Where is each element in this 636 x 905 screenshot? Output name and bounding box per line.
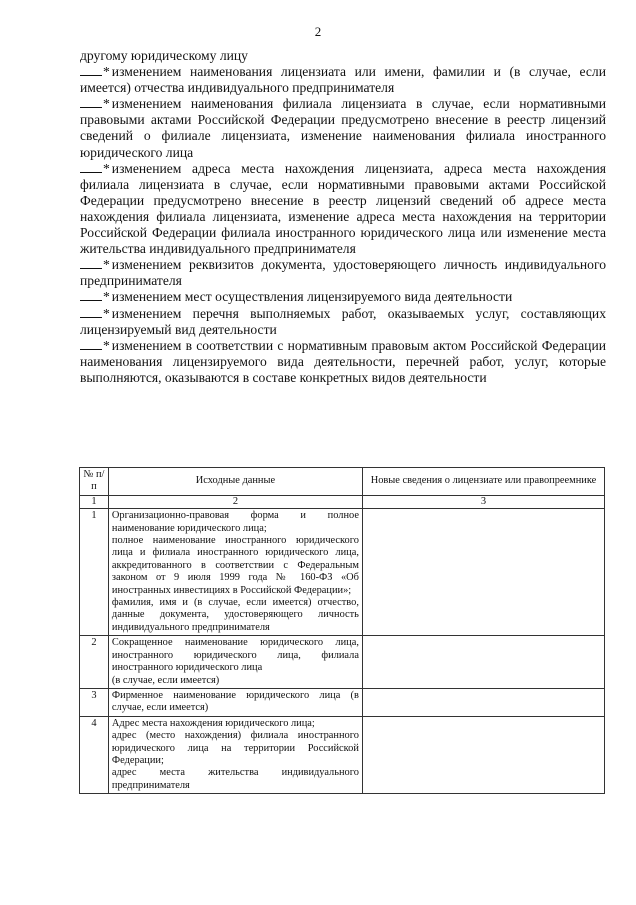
blank-field[interactable] bbox=[80, 257, 102, 269]
item-text: изменением перечня выполняемых работ, оказываемых услуг, составляющих лицензируемый вид деятельности bbox=[80, 305, 606, 337]
item-text: изменением реквизитов документа, удостоверяющего личность индивидуального предпринимателя bbox=[80, 257, 606, 289]
col-index-1: 1 bbox=[80, 495, 109, 508]
row-number: 1 bbox=[80, 509, 109, 636]
header-new: Новые сведения о лицензиате или правопреемнике bbox=[362, 468, 604, 496]
source-line: Адрес места нахождения юридического лица; bbox=[111, 717, 315, 729]
item-list bbox=[80, 64, 606, 386]
asterisk: * bbox=[103, 289, 110, 305]
asterisk: * bbox=[103, 337, 110, 353]
source-line: Организационно-правовая форма и полное наименование юридического лица; bbox=[111, 510, 359, 534]
source-line: Фирменное наименование юридического лица (в случае, если имеется) bbox=[111, 689, 359, 714]
list-item bbox=[80, 64, 606, 96]
col-index-2: 2 bbox=[108, 495, 362, 508]
source-line: адрес (место нахождения) филиала иностранного юридического лица на территории Российской Федерации; bbox=[111, 730, 359, 766]
blank-field[interactable] bbox=[80, 289, 102, 301]
blank-field[interactable] bbox=[80, 338, 102, 350]
source-cell bbox=[108, 716, 362, 793]
header-source: Исходные данные bbox=[108, 468, 362, 496]
table-row bbox=[80, 688, 605, 716]
source-line: полное наименование иностранного юридического лица и филиала иностранного юридического лица, аккредитованного в соответствии с Федеральным законом от 9 июля 1999 года № 160-ФЗ «Об иностранных инвестициях в Российской Федерации»; bbox=[111, 535, 359, 596]
blank-field[interactable] bbox=[80, 161, 102, 173]
row-number: 4 bbox=[80, 716, 109, 793]
list-item bbox=[80, 96, 606, 160]
table-body bbox=[80, 509, 605, 794]
header-num: № п/п bbox=[80, 468, 109, 496]
source-line: адрес места жительства индивидуального предпринимателя bbox=[111, 767, 359, 791]
asterisk: * bbox=[103, 257, 110, 273]
table-row bbox=[80, 636, 605, 689]
asterisk: * bbox=[103, 305, 110, 321]
item-text: изменением наименования филиала лицензиата в случае, если нормативными правовыми актами Российской Федерации предусмотрено внесение в реестр лицензий сведений о филиале лицензиата, изменение наименования филиала иностранного юридического лица bbox=[80, 96, 606, 160]
source-line: Сокращенное наименование юридического лица, иностранного юридического лица, филиала иностранного юридического лица bbox=[111, 637, 359, 674]
blank-field[interactable] bbox=[80, 306, 102, 318]
list-item bbox=[80, 257, 606, 289]
source-cell bbox=[108, 509, 362, 636]
new-data-cell[interactable] bbox=[362, 716, 604, 793]
intro-line: другому юридическому лицу bbox=[80, 48, 248, 63]
new-data-cell[interactable] bbox=[362, 688, 604, 716]
item-text: изменением мест осуществления лицензируемого вида деятельности bbox=[111, 289, 513, 305]
page-number: 2 bbox=[314, 24, 322, 39]
body-text bbox=[80, 48, 606, 386]
blank-field[interactable] bbox=[80, 64, 102, 76]
col-index-3: 3 bbox=[362, 495, 604, 508]
asterisk: * bbox=[103, 96, 110, 112]
row-number: 2 bbox=[80, 636, 109, 689]
new-data-cell[interactable] bbox=[362, 636, 604, 689]
row-number: 3 bbox=[80, 688, 109, 716]
list-item bbox=[80, 338, 606, 386]
new-data-cell[interactable] bbox=[362, 509, 604, 636]
list-item bbox=[80, 161, 606, 258]
source-cell bbox=[108, 636, 362, 689]
data-table bbox=[79, 467, 605, 794]
table-row bbox=[80, 716, 605, 793]
blank-field[interactable] bbox=[80, 96, 102, 108]
item-text: изменением в соответствии с нормативным правовым актом Российской Федерации наименования лицензируемого вида деятельности, перечней работ, услуг, которые выполняются, оказываются в составе конкретных видов деятельности bbox=[80, 337, 606, 385]
asterisk: * bbox=[103, 64, 110, 80]
list-item bbox=[80, 306, 606, 338]
table-row bbox=[80, 509, 605, 636]
list-item bbox=[80, 289, 606, 305]
source-line: (в случае, если имеется) bbox=[111, 674, 220, 686]
source-line: фамилия, имя и (в случае, если имеется) отчество, данные документа, удостоверяющего личность индивидуального предпринимателя bbox=[111, 597, 359, 633]
item-text: изменением наименования лицензиата или имени, фамилии и (в случае, если имеется) отчества индивидуального предпринимателя bbox=[80, 64, 606, 96]
source-cell bbox=[108, 688, 362, 716]
item-text: изменением адреса места нахождения лицензиата, адреса места нахождения филиала лицензиата в случае, если нормативными правовыми актами Российской Федерации предусмотрено внесение в реестр лицензий сведений об адресе места нахождения филиала лицензиата, изменение адреса места нахождения на территории Российской Федерации филиала иностранного юридического лица или изменение места жительства индивидуального предпринимателя bbox=[80, 160, 606, 257]
asterisk: * bbox=[103, 160, 110, 176]
